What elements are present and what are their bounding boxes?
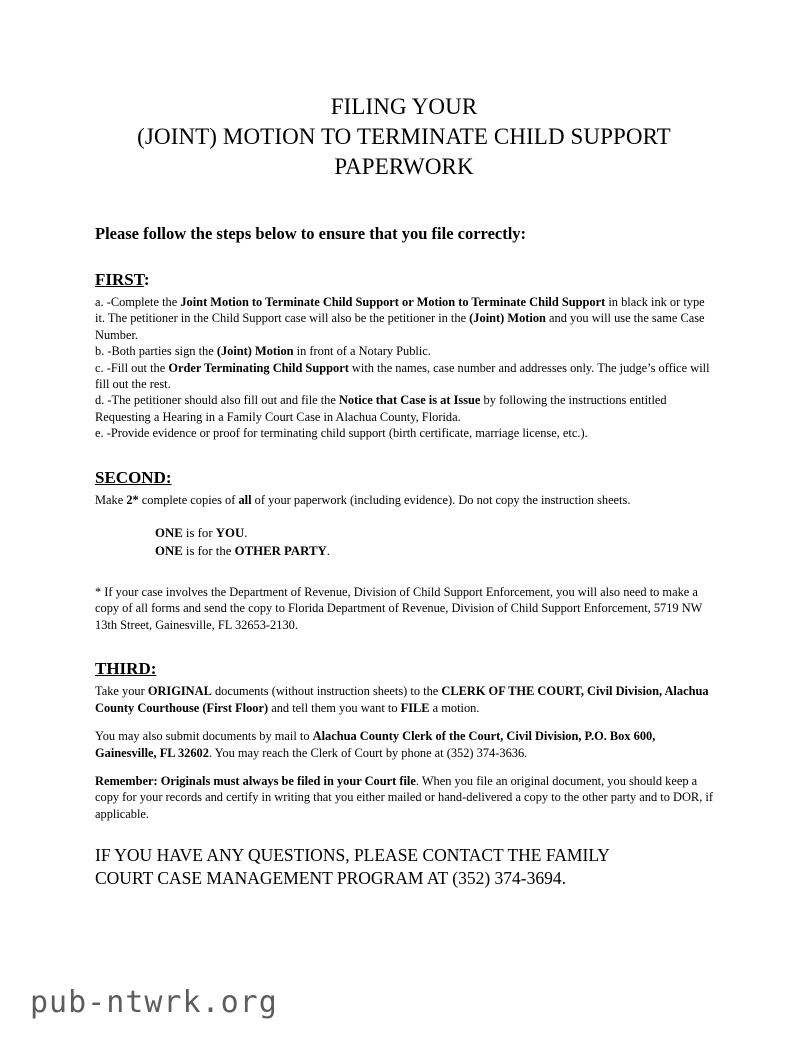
page-title	[95, 92, 713, 182]
third-remember-bold1: Remember: Originals must always be filed in your Court file	[95, 773, 416, 788]
third-take-bold1: ORIGINAL	[147, 684, 212, 699]
third-take-text4: a motion.	[429, 700, 480, 715]
third-mail-text2: . You may reach the Clerk of Court by phone at (352) 374-3636.	[208, 745, 528, 760]
second-copies-bold1: 2*	[126, 492, 139, 507]
copy-for-you-bold1: ONE	[155, 526, 183, 541]
section-heading-third	[95, 659, 713, 679]
third-take-text1: Take your	[95, 684, 148, 699]
lead-heading: Please follow the steps below to ensure that you file correctly:	[95, 224, 527, 243]
copy-for-other-bold1: ONE	[155, 544, 183, 559]
first-item-d-text1: d. -The petitioner should also fill out and file the	[95, 393, 339, 408]
first-item-c	[95, 360, 713, 393]
section-heading-second	[95, 468, 713, 488]
section-heading-first	[95, 270, 713, 290]
second-footnote: * If your case involves the Department of Revenue, Division of Child Support Enforcement, you will also need to make a copy of all forms and send the copy to Florida Department of Revenue, Division of Child Support Enforcement, 5719 NW 13th Street, Gainesville, FL 32653-2130.	[95, 585, 703, 632]
closing-block	[95, 844, 713, 890]
section-heading-first-label: FIRST	[95, 270, 144, 289]
first-item-a-bold2: (Joint) Motion	[469, 311, 546, 326]
first-item-b	[95, 343, 713, 359]
third-remember-text1: . When you file an original document, you should keep a copy for your records and certify in writing that you either mailed or hand-delivered a copy to the other party and to DOR, if applicable.	[95, 773, 713, 821]
section-heading-third-label: THIRD:	[95, 659, 157, 679]
third-mail-bold1: Alachua County Clerk of the Court, Civil Division, P.O. Box 600, Gainesville, FL 32602	[95, 729, 656, 760]
first-item-e	[95, 425, 713, 441]
first-item-b-bold1: (Joint) Motion	[216, 344, 294, 359]
first-item-c-text2: with the names, case number and addresses only. The judge’s office will fill out the rest.	[95, 360, 710, 392]
copy-for-you-text1: is for	[182, 526, 216, 541]
first-item-b-text2: in front of a Notary Public.	[293, 344, 431, 359]
title-line-2: (JOINT) MOTION TO TERMINATE CHILD SUPPORT	[137, 124, 671, 149]
second-copies-text1: Make	[95, 492, 127, 507]
first-item-a-bold1: Joint Motion to Terminate Child Support or Motion to Terminate Child Support	[180, 295, 606, 309]
document-content	[95, 92, 713, 890]
copy-for-you-line	[155, 524, 713, 542]
third-take-original	[95, 683, 713, 716]
title-line-1: FILING YOUR	[330, 94, 478, 119]
section-heading-second-label: SECOND:	[95, 467, 172, 487]
second-copies-text3: of your paperwork (including evidence). Do not copy the instruction sheets.	[251, 492, 631, 507]
third-by-mail	[95, 728, 713, 761]
second-copies-line	[95, 492, 713, 508]
copy-for-you-text2: .	[244, 526, 248, 541]
first-item-c-text1: c. -Fill out the	[95, 360, 169, 375]
third-mail-text1: You may also submit documents by mail to	[95, 729, 313, 744]
second-copies-bold2: all	[238, 492, 252, 507]
first-item-d-text2: by following the instructions entitled Requesting a Hearing in a Family Court Case in Alachua County, Florida.	[95, 393, 667, 424]
copy-for-other-party-line	[155, 542, 713, 560]
copy-for-other-text1: is for the	[182, 544, 235, 559]
title-line-3: PAPERWORK	[334, 154, 474, 179]
second-copies-text2: complete copies of	[138, 492, 239, 507]
third-take-text2: documents (without instruction sheets) to the	[211, 684, 442, 699]
first-item-a-text3: and you will use the same Case Number.	[95, 311, 705, 342]
first-item-e-text1: e. -Provide evidence or proof for terminating child support (birth certificate, marriage license, etc.).	[95, 426, 588, 441]
first-item-d-bold1: Notice that Case is at Issue	[338, 393, 481, 408]
section-heading-first-colon: :	[143, 270, 150, 289]
third-take-text3: and tell them you want to	[268, 700, 401, 715]
first-item-a-text2: in black ink or type it. The petitioner in the Child Support case will also be the petitioner in the	[95, 295, 705, 326]
third-take-bold2: CLERK OF THE COURT, Civil Division, Alachua County Courthouse (First Floor)	[95, 684, 709, 715]
closing-line-1: IF YOU HAVE ANY QUESTIONS, PLEASE CONTACT THE FAMILY	[95, 845, 610, 866]
copy-for-other-bold2: OTHER PARTY	[234, 544, 327, 559]
first-item-d	[95, 392, 713, 425]
first-item-b-text1: b. -Both parties sign the	[95, 344, 217, 359]
third-remember	[95, 773, 713, 822]
copy-for-you-bold2: YOU	[215, 526, 245, 541]
first-item-a-text1: a. -Complete the	[95, 295, 181, 309]
watermark: pub-ntwrk.org	[30, 985, 278, 1020]
copy-distribution-block	[155, 524, 713, 560]
closing-line-2: COURT CASE MANAGEMENT PROGRAM AT (352) 374-3694.	[95, 868, 567, 889]
copy-for-other-text2: .	[326, 544, 330, 559]
first-item-a	[95, 294, 713, 343]
first-item-c-bold1: Order Terminating Child Support	[168, 360, 349, 375]
third-take-bold3: FILE	[400, 700, 430, 715]
